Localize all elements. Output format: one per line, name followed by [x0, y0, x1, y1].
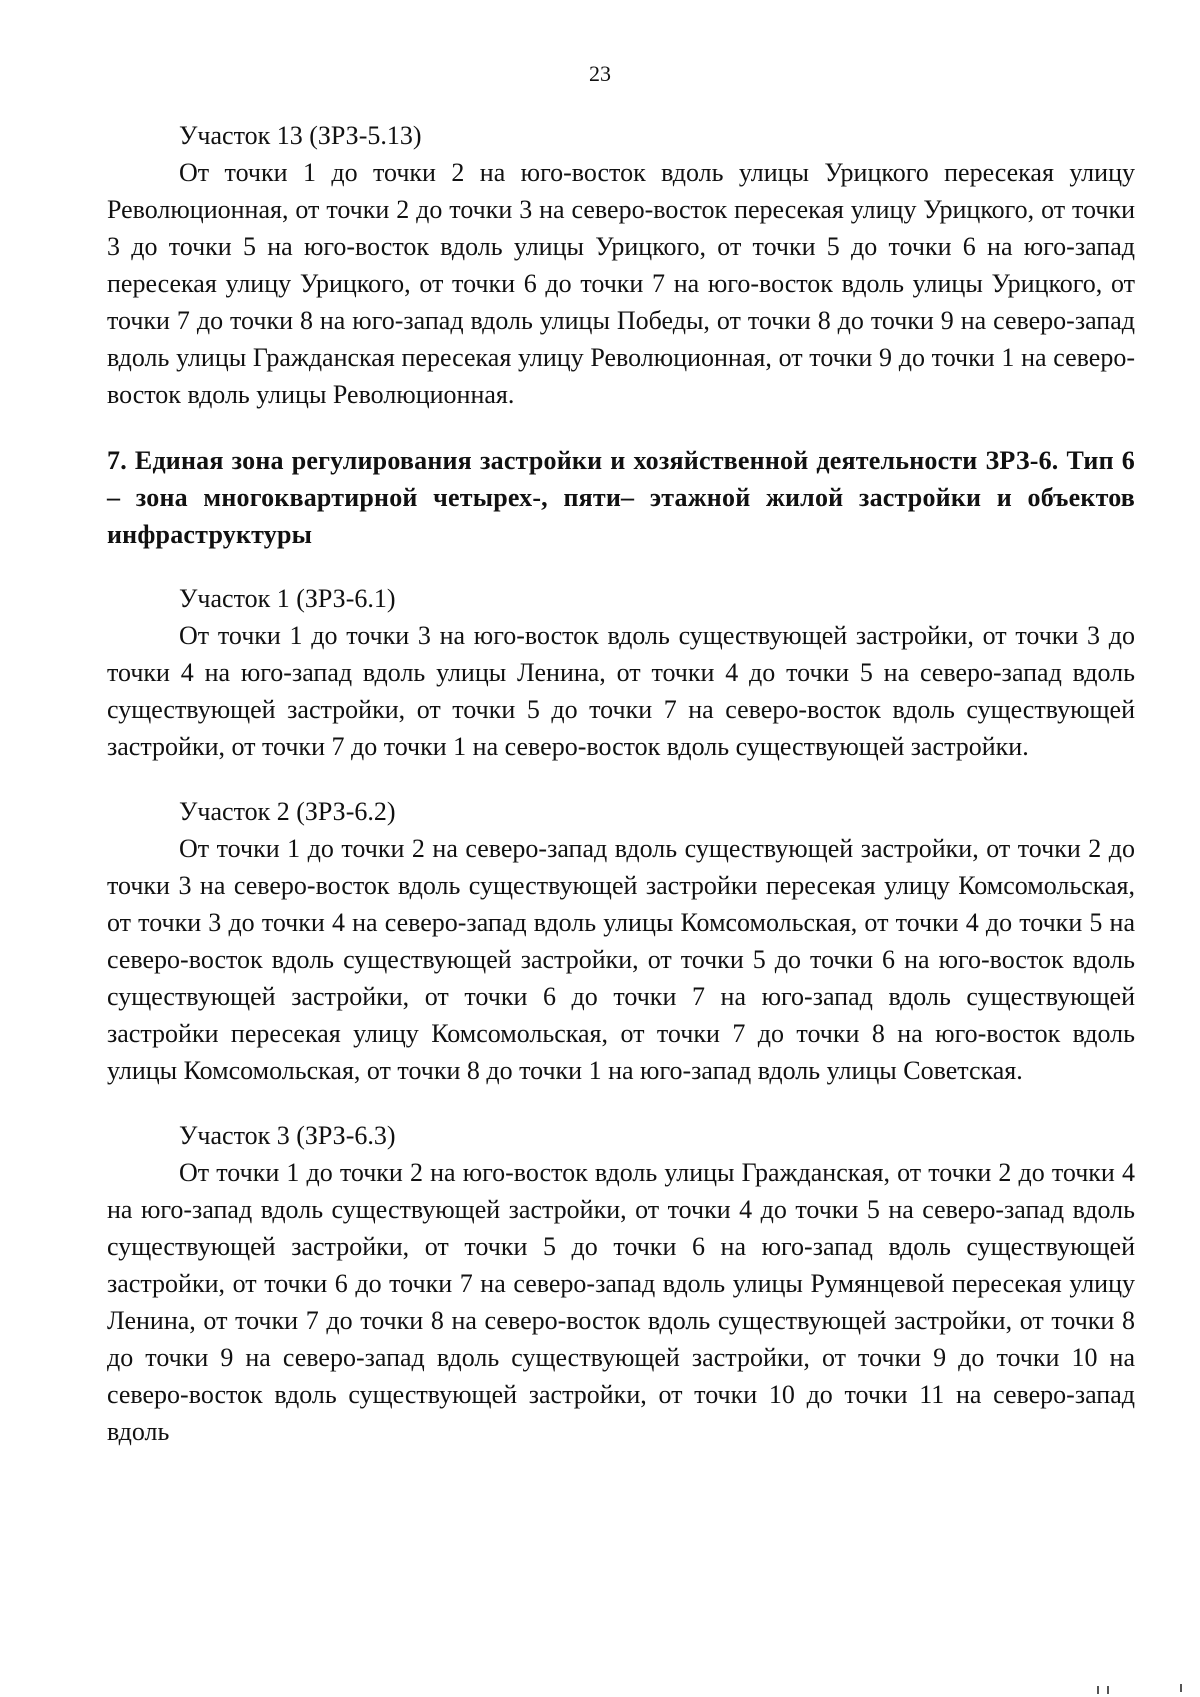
- scan-artifact: [1107, 1686, 1109, 1694]
- plot-zrz-6-2: [107, 793, 1135, 1089]
- plot-title: Участок 2 (ЗРЗ-6.2): [179, 797, 396, 826]
- plot-title: Участок 1 (ЗРЗ-6.1): [179, 584, 396, 613]
- page-number: 23: [589, 61, 611, 86]
- plot-title: Участок 3 (ЗРЗ-6.3): [179, 1121, 396, 1150]
- plot-description: От точки 1 до точки 2 на юго-восток вдоль улицы Гражданская, от точки 2 до точки 4 на юго-запад вдоль существующей застройки, от точки 4 до точки 5 на северо-запад вдоль существующей застройки, от точки 5 до точки 6 на юго-запад вдоль существующей застройки, от точки 6 до точки 7 на северо-запад вдоль улицы Румянцевой пересекая улицу Ленина, от точки 7 до точки 8 на северо-восток вдоль существующей застройки, от точки 8 до точки 9 на северо-запад вдоль существующей застройки, от точки 9 до точки 10 на северо-восток вдоль существующей застройки, от точки 10 до точки 11 на северо-запад вдоль: [107, 1158, 1135, 1446]
- plot-description: От точки 1 до точки 2 на юго-восток вдоль улицы Урицкого пересекая улицу Революционная, от точки 2 до точки 3 на северо-восток пересекая улицу Урицкого, от точки 3 до точки 5 на юго-восток вдоль улицы Урицкого, от точки 5 до точки 6 на юго-запад пересекая улицу Урицкого, от точки 6 до точки 7 на юго-восток вдоль улицы Урицкого, от точки 7 до точки 8 на юго-запад вдоль улицы Победы, от точки 8 до точки 9 на северо-запад вдоль улицы Гражданская пересекая улицу Революционная, от точки 9 до точки 1 на северо-восток вдоль улицы Революционная.: [107, 158, 1135, 409]
- plot-description: От точки 1 до точки 2 на северо-запад вдоль существующей застройки, от точки 2 до точки 3 на северо-восток вдоль существующей застройки пересекая улицу Комсомольская, от точки 3 до точки 4 на северо-запад вдоль улицы Комсомольская, от точки 4 до точки 5 на северо-восток вдоль существующей застройки, от точки 5 до точки 6 на юго-восток вдоль существующей застройки, от точки 6 до точки 7 на юго-запад вдоль существующей застройки пересекая улицу Комсомольская, от точки 7 до точки 8 на юго-восток вдоль улицы Комсомольская, от точки 8 до точки 1 на юго-запад вдоль улицы Советская.: [107, 834, 1135, 1085]
- plot-zrz-5-13: [107, 117, 1135, 413]
- plot-description: От точки 1 до точки 3 на юго-восток вдоль существующей застройки, от точки 3 до точки 4 на юго-запад вдоль улицы Ленина, от точки 4 до точки 5 на северо-запад вдоль существующей застройки, от точки 5 до точки 7 на северо-восток вдоль существующей застройки, от точки 7 до точки 1 на северо-восток вдоль существующей застройки.: [107, 621, 1135, 761]
- section-heading: 7. Единая зона регулирования застройки и хозяйственной деятельности ЗРЗ-6. Тип 6 – зона многоквартирной четырех-, пяти– этажной жилой застройки и объектов инфраструктуры: [107, 446, 1135, 549]
- plot-zrz-6-1: [107, 580, 1135, 765]
- scan-artifact: [1097, 1686, 1099, 1694]
- scan-artifact: [1180, 1684, 1182, 1692]
- document-body: [107, 117, 1135, 1478]
- plot-title: Участок 13 (ЗРЗ-5.13): [179, 121, 422, 150]
- plot-zrz-6-3: [107, 1117, 1135, 1450]
